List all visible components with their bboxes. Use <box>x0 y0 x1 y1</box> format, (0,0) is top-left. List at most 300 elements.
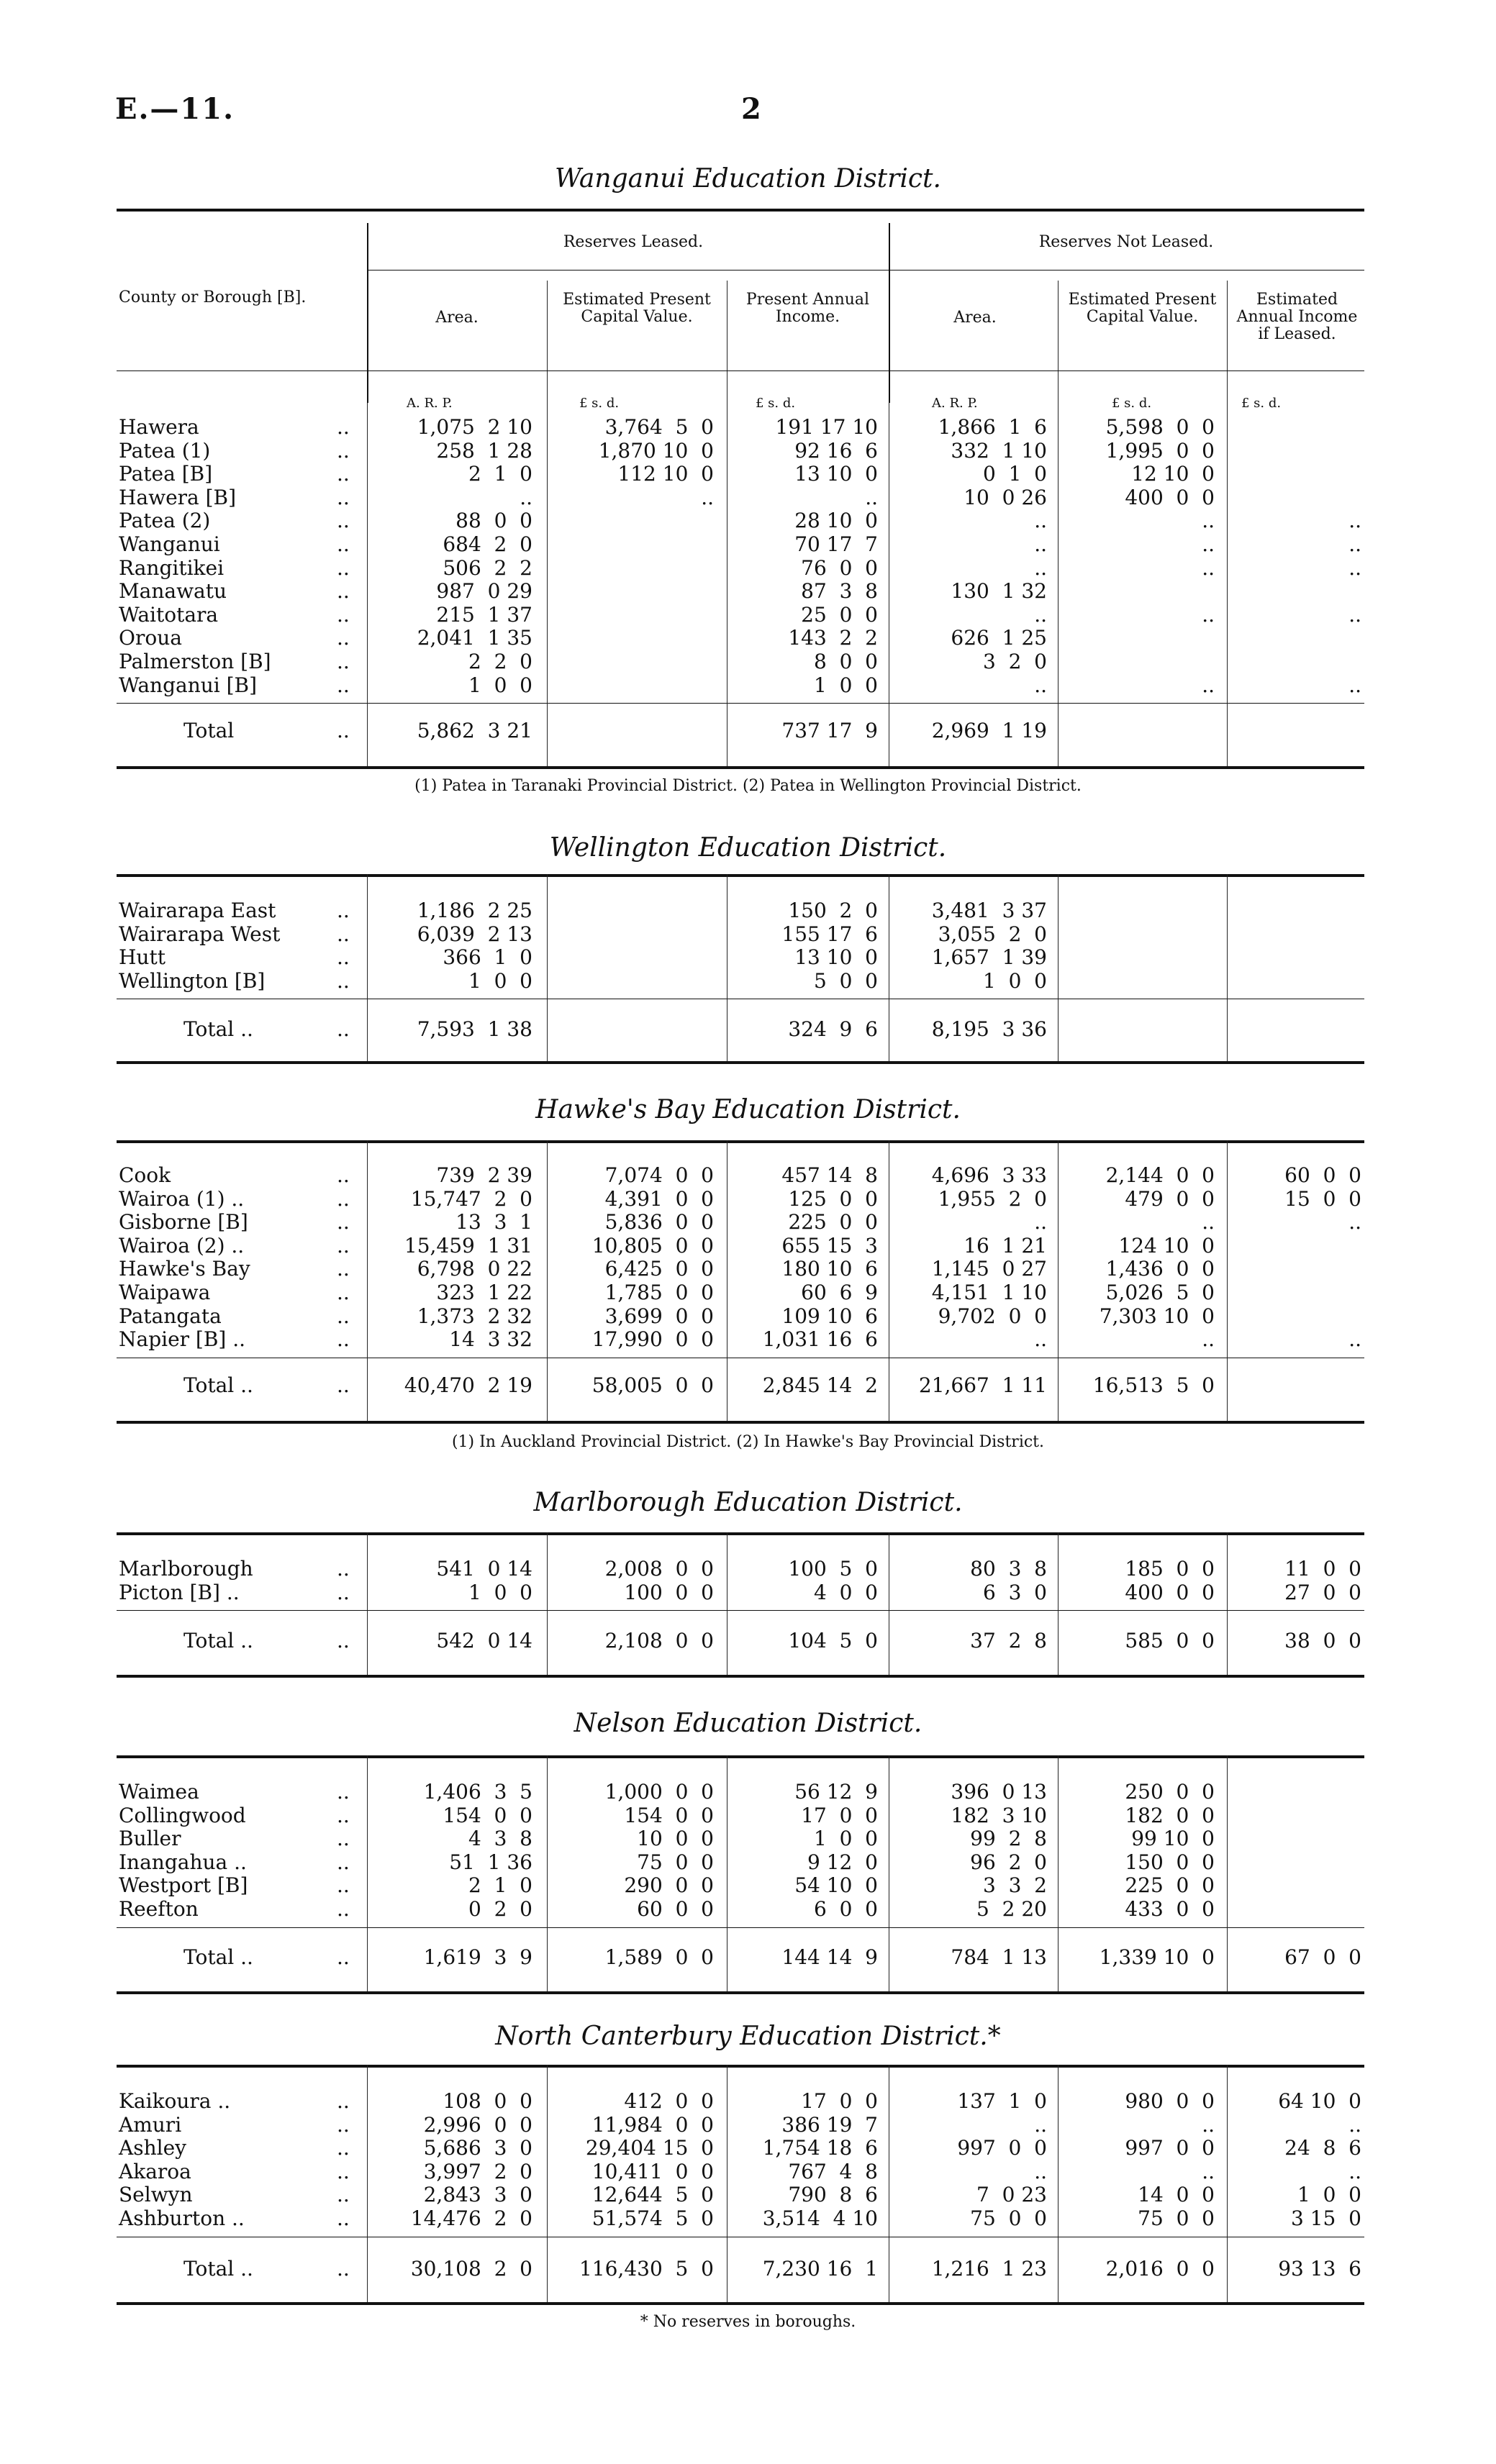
column-rule <box>1227 2065 1228 2302</box>
row-label: Manawatu <box>119 579 227 604</box>
cell-value: 15,459 1 31 <box>404 1233 532 1258</box>
cell-value: 997 0 0 <box>1125 2136 1215 2160</box>
leader-dots: .. <box>337 673 350 697</box>
cell-value: 215 1 37 <box>436 602 532 627</box>
cell-value: 6 3 0 <box>982 1580 1047 1604</box>
cell-value: 412 0 0 <box>624 2089 714 2113</box>
cell-value: 386 19 7 <box>781 2112 878 2137</box>
cell-value: 784 1 13 <box>951 1945 1047 1969</box>
table-row <box>0 1164 1496 1187</box>
cell-value: .. <box>1034 602 1047 627</box>
row-label: Wairarapa West <box>119 922 281 946</box>
cell-value: 1,619 3 9 <box>423 1945 532 1969</box>
units-area: A. R. P. <box>932 396 978 411</box>
cell-value: 2 1 0 <box>468 462 532 486</box>
cell-value: 154 0 0 <box>443 1803 532 1827</box>
table-row <box>0 923 1496 946</box>
row-label: Cook <box>119 1163 171 1187</box>
leader-dots: .. <box>337 1580 350 1604</box>
cell-value: 332 1 10 <box>951 438 1047 463</box>
cell-value: .. <box>1348 1210 1361 1235</box>
table-row <box>0 674 1496 697</box>
row-label: Wanganui <box>119 532 220 556</box>
cell-value: 4,151 1 10 <box>931 1281 1047 1304</box>
row-label: Amuri <box>119 2112 182 2137</box>
cell-value: 64 10 0 <box>1278 2089 1361 2113</box>
cell-value: 250 0 0 <box>1125 1780 1215 1804</box>
table-row <box>0 533 1496 556</box>
cell-value: .. <box>1348 509 1361 533</box>
leader-dots: .. <box>337 1163 350 1187</box>
cell-value: 182 0 0 <box>1125 1803 1215 1827</box>
cell-value: 6,798 0 22 <box>417 1257 532 1281</box>
cell-value: 3,481 3 37 <box>931 899 1047 922</box>
cell-value: 1 0 0 <box>813 673 878 697</box>
row-label: Patea (1) <box>119 438 211 463</box>
cell-value: 10 0 0 <box>637 1827 714 1851</box>
cell-value: 2,144 0 0 <box>1105 1163 1215 1187</box>
cell-value: 9,702 0 0 <box>938 1304 1047 1328</box>
units-money: £ s. d. <box>579 396 620 411</box>
rule <box>117 1675 1364 1678</box>
column-rule <box>547 2065 548 2302</box>
cell-value: 585 0 0 <box>1125 1629 1215 1652</box>
cell-value: 1,339 10 0 <box>1099 1945 1215 1969</box>
column-rule <box>547 281 548 403</box>
cell-value: 5,836 0 0 <box>604 1210 714 1235</box>
cell-value: .. <box>1202 555 1215 580</box>
cell-value: 0 1 0 <box>982 462 1047 486</box>
table-row <box>0 2160 1496 2183</box>
cell-value: 96 2 0 <box>970 1850 1047 1874</box>
cell-value: 1,406 3 5 <box>423 1780 532 1804</box>
table-row <box>0 2137 1496 2160</box>
units-money: £ s. d. <box>1112 396 1152 411</box>
cell-value: 8 0 0 <box>813 650 878 673</box>
cell-value: 479 0 0 <box>1125 1186 1215 1211</box>
cell-value: 225 0 0 <box>788 1210 878 1235</box>
cell-value: 29,404 15 0 <box>585 2136 714 2160</box>
cell-value: 987 0 29 <box>436 579 532 604</box>
cell-value: 626 1 25 <box>951 626 1047 650</box>
cell-value: 2,108 0 0 <box>604 1629 714 1652</box>
header-reserves-not-leased: Reserves Not Leased. <box>1038 233 1214 251</box>
row-label: Buller <box>119 1827 181 1851</box>
leader-dots: .. <box>337 1873 350 1898</box>
table-row <box>0 1827 1496 1850</box>
cell-value: .. <box>1034 532 1047 556</box>
cell-value: 1 0 0 <box>982 968 1047 993</box>
cell-value: 2,041 1 35 <box>417 626 532 650</box>
units-area: A. R. P. <box>407 396 453 411</box>
table-row <box>0 2207 1496 2230</box>
cell-value: .. <box>520 485 532 509</box>
table-row <box>0 463 1496 486</box>
row-label: Napier [B] .. <box>119 1327 246 1352</box>
cell-value: 433 0 0 <box>1125 1897 1215 1921</box>
leader-dots: .. <box>337 2112 350 2137</box>
header-area: Area. <box>435 309 479 327</box>
cell-value: .. <box>1202 1210 1215 1235</box>
cell-value: 3 3 2 <box>982 1873 1047 1898</box>
cell-value: 2,016 0 0 <box>1105 2257 1215 2281</box>
cell-value: 1,436 0 0 <box>1105 1257 1215 1281</box>
row-label: Reefton <box>119 1897 199 1921</box>
row-label: Patangata <box>119 1304 222 1328</box>
table-row <box>0 1281 1496 1304</box>
column-rule <box>1227 403 1228 766</box>
row-label: Inangahua .. <box>119 1850 247 1874</box>
leader-dots: .. <box>337 1373 350 1397</box>
column-rule <box>889 223 890 403</box>
column-rule <box>547 1755 548 1991</box>
total-row <box>0 1018 1496 1041</box>
rule <box>117 1421 1364 1424</box>
row-label: Patea (2) <box>119 509 211 533</box>
cell-value: 30,108 2 0 <box>410 2257 532 2281</box>
cell-value: 51 1 36 <box>449 1850 532 1874</box>
cell-value: 17 0 0 <box>801 1803 878 1827</box>
table-row <box>0 1235 1496 1258</box>
cell-value: 790 8 6 <box>788 2183 878 2207</box>
total-row <box>0 1629 1496 1652</box>
cell-value: 396 0 13 <box>951 1780 1047 1804</box>
row-label: Rangitikei <box>119 555 225 580</box>
cell-value: 737 17 9 <box>781 719 878 742</box>
row-label: Wellington [B] <box>119 968 266 993</box>
row-label: Total .. <box>183 2257 253 2281</box>
row-label: Wairoa (1) .. <box>119 1186 245 1211</box>
cell-value: 100 0 0 <box>624 1580 714 1604</box>
header-reserves-leased: Reserves Leased. <box>563 233 704 251</box>
rule <box>117 703 1364 704</box>
column-rule <box>547 1532 548 1675</box>
rule <box>117 370 1364 371</box>
column-rule <box>367 1755 368 1991</box>
cell-value: .. <box>1348 1327 1361 1352</box>
footnote: * No reserves in boroughs. <box>640 2313 856 2331</box>
table-row <box>0 2090 1496 2113</box>
column-rule <box>1227 1532 1228 1675</box>
header-est-capital: Estimated Present Capital Value. <box>563 291 711 326</box>
cell-value: .. <box>1348 2159 1361 2183</box>
cell-value: 11,984 0 0 <box>591 2112 714 2137</box>
cell-value: 130 1 32 <box>951 579 1047 604</box>
cell-value: 15,747 2 0 <box>410 1186 532 1211</box>
cell-value: 684 2 0 <box>443 532 532 556</box>
cell-value: 13 3 1 <box>455 1210 532 1235</box>
table-row <box>0 1305 1496 1328</box>
leader-dots: .. <box>337 1281 350 1304</box>
column-rule <box>547 403 548 766</box>
rule <box>117 766 1364 769</box>
table-row <box>0 604 1496 627</box>
cell-value: 5,686 3 0 <box>423 2136 532 2160</box>
cell-value: 13 10 0 <box>794 945 878 970</box>
cell-value: 99 2 8 <box>970 1827 1047 1851</box>
cell-value: 1,075 2 10 <box>417 415 532 439</box>
table-row <box>0 1188 1496 1211</box>
cell-value: 185 0 0 <box>1125 1557 1215 1581</box>
leader-dots: .. <box>337 532 350 556</box>
cell-value: 16 1 21 <box>964 1233 1047 1258</box>
cell-value: 75 0 0 <box>1138 2206 1215 2230</box>
cell-value: .. <box>1348 2112 1361 2137</box>
cell-value: .. <box>1034 2112 1047 2137</box>
total-row <box>0 719 1496 742</box>
cell-value: 1 0 0 <box>813 1827 878 1851</box>
cell-value: 9 12 0 <box>807 1850 878 1874</box>
cell-value: 2 1 0 <box>468 1873 532 1898</box>
cell-value: 739 2 39 <box>436 1163 532 1187</box>
column-rule <box>367 403 368 766</box>
cell-value: 24 8 6 <box>1284 2136 1361 2160</box>
leader-dots: .. <box>337 945 350 970</box>
footnote: (1) Patea in Taranaki Provincial District. (2) Patea in Wellington Provincial District. <box>414 777 1082 795</box>
leader-dots: .. <box>337 1827 350 1851</box>
cell-value: 225 0 0 <box>1125 1873 1215 1898</box>
leader-dots: .. <box>337 650 350 673</box>
cell-value: 116,430 5 0 <box>579 2257 714 2281</box>
cell-value: 155 17 6 <box>781 922 878 946</box>
cell-value: .. <box>1034 509 1047 533</box>
cell-value: 38 0 0 <box>1284 1629 1361 1652</box>
cell-value: 4,696 3 33 <box>931 1163 1047 1187</box>
cell-value: .. <box>1202 602 1215 627</box>
leader-dots: .. <box>337 1210 350 1235</box>
cell-value: 112 10 0 <box>617 462 714 486</box>
cell-value: 80 3 8 <box>970 1557 1047 1581</box>
cell-value: 88 0 0 <box>455 509 532 533</box>
cell-value: 3,055 2 0 <box>938 922 1047 946</box>
cell-value: 1 0 0 <box>468 1580 532 1604</box>
cell-value: 6,039 2 13 <box>417 922 532 946</box>
cell-value: 5 2 20 <box>976 1897 1047 1921</box>
row-label: Ashburton .. <box>119 2206 245 2230</box>
row-label: Palmerston [B] <box>119 650 271 673</box>
table-row <box>0 1898 1496 1921</box>
row-label: Hutt <box>119 945 166 970</box>
leader-dots: .. <box>337 922 350 946</box>
table-row <box>0 970 1496 993</box>
cell-value: 75 0 0 <box>970 2206 1047 2230</box>
leader-dots: .. <box>337 555 350 580</box>
cell-value: 997 0 0 <box>957 2136 1047 2160</box>
cell-value: 58,005 0 0 <box>591 1373 714 1397</box>
cell-value: 1,186 2 25 <box>417 899 532 922</box>
table-row <box>0 1851 1496 1874</box>
table-row <box>0 580 1496 603</box>
column-rule <box>367 1140 368 1421</box>
row-label: Total .. <box>183 1017 253 1041</box>
cell-value: 14 3 32 <box>449 1327 532 1352</box>
cell-value: 3 15 0 <box>1291 2206 1361 2230</box>
cell-value: 12 10 0 <box>1131 462 1215 486</box>
cell-value: 10,411 0 0 <box>591 2159 714 2183</box>
cell-value: 109 10 6 <box>781 1304 878 1328</box>
header-present-income: Present Annual Income. <box>745 291 870 326</box>
cell-value: 7,230 16 1 <box>762 2257 878 2281</box>
cell-value: 3,514 4 10 <box>762 2206 878 2230</box>
cell-value: 290 0 0 <box>624 1873 714 1898</box>
cell-value: 3,699 0 0 <box>604 1304 714 1328</box>
rule <box>117 1532 1364 1535</box>
table-row <box>0 1804 1496 1827</box>
row-label: Collingwood <box>119 1803 246 1827</box>
rule <box>117 874 1364 877</box>
cell-value: .. <box>1202 509 1215 533</box>
row-label: Ashley <box>119 2136 186 2160</box>
footnote: (1) In Auckland Provincial District. (2) In Hawke's Bay Provincial District. <box>451 1433 1045 1451</box>
row-label: Kaikoura .. <box>119 2089 231 2113</box>
leader-dots: .. <box>337 1945 350 1969</box>
row-label: Westport [B] <box>119 1873 248 1898</box>
cell-value: 1 0 0 <box>1297 2183 1361 2207</box>
row-label: Wairarapa East <box>119 899 276 922</box>
cell-value: 655 15 3 <box>781 1233 878 1258</box>
table-row <box>0 1328 1496 1351</box>
cell-value: 7,303 10 0 <box>1099 1304 1215 1328</box>
cell-value: 7,074 0 0 <box>604 1163 714 1187</box>
rule <box>117 1061 1364 1064</box>
rule <box>117 1755 1364 1758</box>
leader-dots: .. <box>337 438 350 463</box>
table-row <box>0 627 1496 650</box>
table-row <box>0 2183 1496 2206</box>
row-label: Waitotara <box>119 602 219 627</box>
cell-value: 2,996 0 0 <box>423 2112 532 2137</box>
cell-value: 60 0 0 <box>637 1897 714 1921</box>
leader-dots: .. <box>337 1257 350 1281</box>
cell-value: 60 0 0 <box>1284 1163 1361 1187</box>
cell-value: 6 0 0 <box>813 1897 878 1921</box>
cell-value: .. <box>1034 555 1047 580</box>
table-row <box>0 2114 1496 2137</box>
cell-value: 2,969 1 19 <box>931 719 1047 742</box>
total-row <box>0 2258 1496 2281</box>
cell-value: .. <box>1034 2159 1047 2183</box>
cell-value: 137 1 0 <box>957 2089 1047 2113</box>
row-label: Waipawa <box>119 1281 211 1304</box>
district-title: Wanganui Education District. <box>555 164 941 194</box>
cell-value: 37 2 8 <box>970 1629 1047 1652</box>
cell-value: 4 0 0 <box>813 1580 878 1604</box>
leader-dots: .. <box>337 1850 350 1874</box>
leader-dots: .. <box>337 509 350 533</box>
cell-value: 2 2 0 <box>468 650 532 673</box>
cell-value: 2,843 3 0 <box>423 2183 532 2207</box>
table-row <box>0 416 1496 439</box>
cell-value: 16,513 5 0 <box>1092 1373 1215 1397</box>
rule <box>117 1140 1364 1143</box>
cell-value: 5,862 3 21 <box>417 719 532 742</box>
header-est-income: Estimated Annual Income if Leased. <box>1236 291 1358 343</box>
cell-value: 104 5 0 <box>788 1629 878 1652</box>
cell-value: 5,026 5 0 <box>1105 1281 1215 1304</box>
cell-value: 10 0 26 <box>964 485 1047 509</box>
row-label: Selwyn <box>119 2183 193 2207</box>
leader-dots: .. <box>337 485 350 509</box>
leader-dots: .. <box>337 1897 350 1921</box>
units-money: £ s. d. <box>756 396 796 411</box>
table-row <box>0 1781 1496 1804</box>
header-est-capital-not-leased: Estimated Present Capital Value. <box>1068 291 1217 326</box>
table-row <box>0 1558 1496 1581</box>
table-row <box>0 946 1496 969</box>
cell-value: 6,425 0 0 <box>604 1257 714 1281</box>
leader-dots: .. <box>337 1557 350 1581</box>
cell-value: 1,373 2 32 <box>417 1304 532 1328</box>
header-area-not-leased: Area. <box>953 309 997 327</box>
rule <box>117 1927 1364 1928</box>
cell-value: 108 0 0 <box>443 2089 532 2113</box>
table-row <box>0 440 1496 463</box>
cell-value: 1 0 0 <box>468 968 532 993</box>
column-rule <box>1227 1755 1228 1991</box>
leader-dots: .. <box>337 1017 350 1041</box>
cell-value: 93 13 6 <box>1278 2257 1361 2281</box>
table-row <box>0 1874 1496 1897</box>
cell-value: 125 0 0 <box>788 1186 878 1211</box>
cell-value: 150 0 0 <box>1125 1850 1215 1874</box>
column-rule <box>367 1532 368 1675</box>
row-label: Total .. <box>183 1945 253 1969</box>
leader-dots: .. <box>337 968 350 993</box>
row-label: Total .. <box>183 1629 253 1652</box>
cell-value: 182 3 10 <box>951 1803 1047 1827</box>
cell-value: 366 1 0 <box>443 945 532 970</box>
cell-value: 1,589 0 0 <box>604 1945 714 1969</box>
cell-value: 5 0 0 <box>813 968 878 993</box>
cell-value: 15 0 0 <box>1284 1186 1361 1211</box>
leader-dots: .. <box>337 1803 350 1827</box>
leader-dots: .. <box>337 1629 350 1652</box>
cell-value: .. <box>1202 1327 1215 1352</box>
column-rule <box>1227 874 1228 1061</box>
row-label: Oroua <box>119 626 182 650</box>
cell-value: 191 17 10 <box>775 415 878 439</box>
row-label: Waimea <box>119 1780 199 1804</box>
cell-value: 1,657 1 39 <box>931 945 1047 970</box>
leader-dots: .. <box>337 2159 350 2183</box>
cell-value: 767 4 8 <box>788 2159 878 2183</box>
cell-value: 323 1 22 <box>436 1281 532 1304</box>
cell-value: 54 10 0 <box>794 1873 878 1898</box>
column-rule <box>1227 1140 1228 1421</box>
cell-value: 1,145 0 27 <box>931 1257 1047 1281</box>
cell-value: 457 14 8 <box>781 1163 878 1187</box>
cell-value: 12,644 5 0 <box>591 2183 714 2207</box>
cell-value: .. <box>865 485 878 509</box>
table-row <box>0 1211 1496 1234</box>
cell-value: .. <box>1202 673 1215 697</box>
district-title: Wellington Education District. <box>549 833 947 863</box>
cell-value: 1,995 0 0 <box>1105 438 1215 463</box>
cell-value: 400 0 0 <box>1125 485 1215 509</box>
rule <box>367 270 1364 271</box>
cell-value: 2,845 14 2 <box>762 1373 878 1397</box>
cell-value: .. <box>1034 673 1047 697</box>
cell-value: .. <box>1202 2159 1215 2183</box>
table-row <box>0 650 1496 673</box>
column-rule <box>547 1140 548 1421</box>
cell-value: 56 12 9 <box>794 1780 878 1804</box>
cell-value: 14,476 2 0 <box>410 2206 532 2230</box>
row-label: Hawera [B] <box>119 485 237 509</box>
cell-value: 21,667 1 11 <box>918 1373 1047 1397</box>
leader-dots: .. <box>337 2089 350 2113</box>
cell-value: 92 16 6 <box>794 438 878 463</box>
